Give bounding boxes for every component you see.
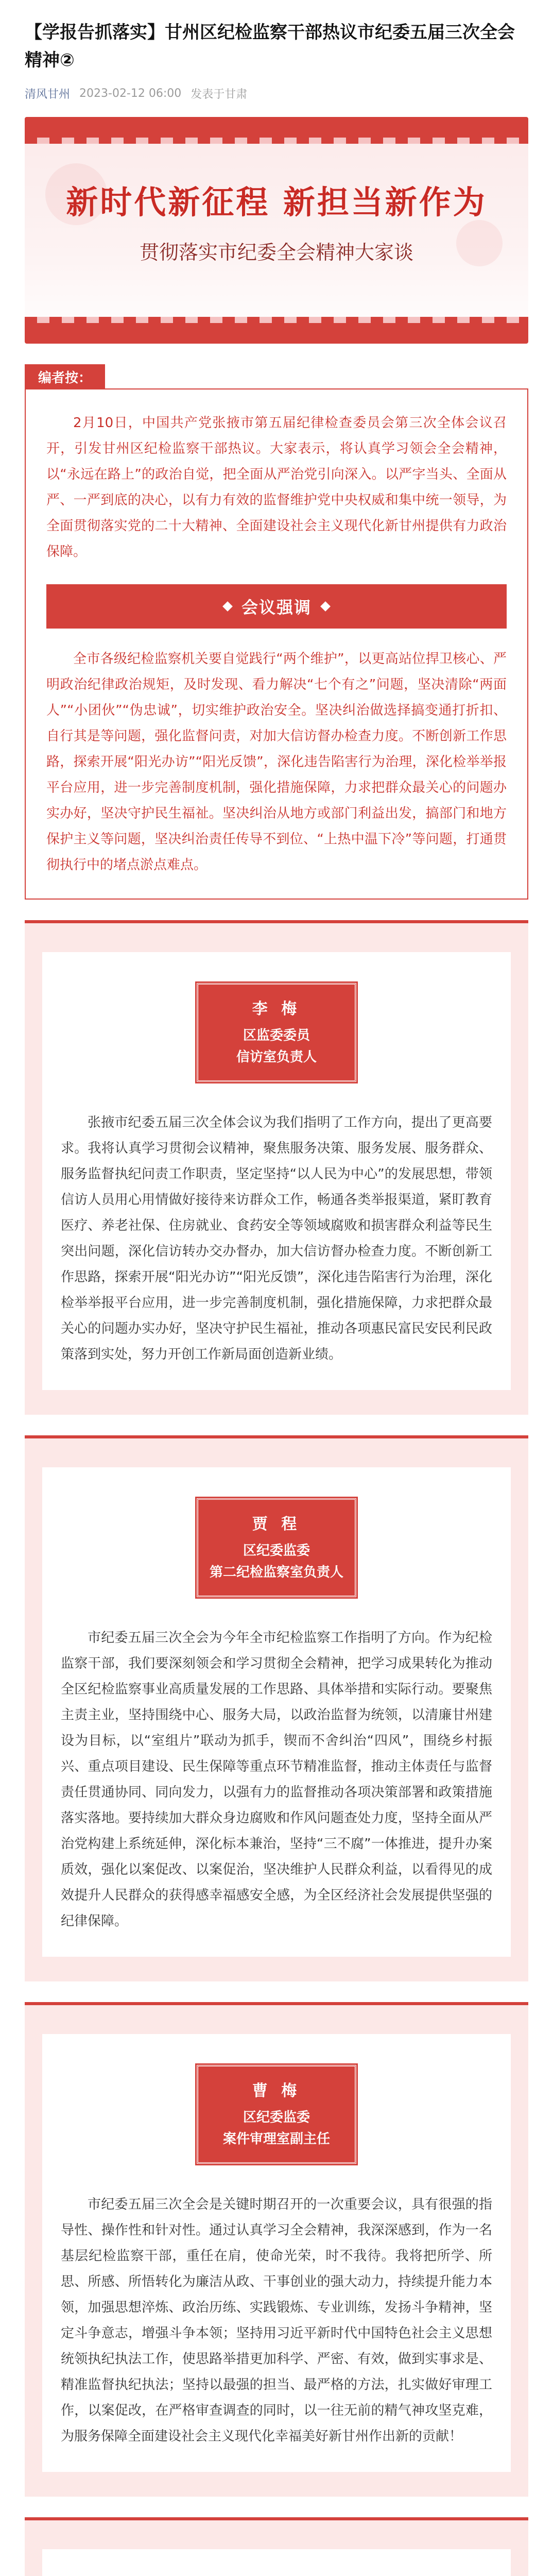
editor-note-text: 2月10日，中国共产党张掖市第五届纪律检查委员会第三次全体会议召开，引发甘州区纪检监察干部热议。大家表示，将认真学习领会全会精神，以“永远在路上”的政治自觉，把全面从严治党引向深入。以严字当头、全面从严、一严到底的决心，以有力有效的监督维护党中央权威和集中统一领导，为全面贯彻落实党的二十大精神、全面建设社会主义现代化新甘州提供有力政治保障。: [46, 415, 507, 560]
article-title: 【学报告抓落实】甘州区纪检监察干部热议市纪委五届三次全会精神②: [25, 22, 515, 71]
banner-subline: 贯彻落实市纪委全会精神大家谈: [139, 241, 413, 264]
speaker-card-inner: [42, 952, 511, 1390]
article-meta: [0, 74, 553, 117]
speaker-role: 区纪委监委: [243, 1543, 310, 1558]
speaker-role: 区纪委监委: [243, 2110, 310, 2125]
speaker-badge: [197, 1498, 356, 1597]
speaker-card: [25, 2002, 528, 2497]
speaker-card-inner: [42, 2549, 511, 2576]
speaker-statement: 市纪委五届三次全会是关键时期召开的一次重要会议，具有很强的指导性、操作性和针对性。通过认真学习全会精神，我深深感到，作为一名基层纪检监察干部，重任在肩，使命光荣，时不我待。我将把所学、所思、所感、所悟转化为廉洁从政、干事创业的强大动力，持续提升能力本领，加强思想淬炼、政治历练、实践锻炼、专业训练，发扬斗争精神，坚定斗争意志，增强斗争本领；坚持用习近平新时代中国特色社会主义思想统领执纪执法工作，使思路举措更加科学、严密、有效，做到实事求是、精准监督执纪执法；坚持以最强的担当、最严格的方法，扎实做好审理工作，以案促改，在严格审查调查的同时，以一往无前的精气神攻坚克难，为服务保障全面建设社会主义现代化幸福美好新甘州作出新的贡献！: [61, 2197, 492, 2444]
speaker-role: 区监委委员: [243, 1028, 310, 1043]
publish-date: 2023-02-12 06:00: [79, 87, 182, 100]
speaker-role: 信访室负责人: [236, 1049, 317, 1065]
meeting-heading-bar: [46, 584, 507, 629]
editor-note-box: [25, 388, 528, 900]
meeting-heading: 会议强调: [241, 598, 312, 617]
banner-bottom-band: [25, 323, 528, 344]
speaker-statement: 张掖市纪委五届三次全体会议为我们指明了工作方向，提出了更高要求。我将认真学习贯彻会议精神，聚焦服务决策、服务发展、服务群众、服务监督执纪问责工作职责，坚定坚持“以人民为中心”的发展思想，带领信访人员用心用情做好接待来访群众工作，畅通各类举报渠道，紧盯教育医疗、养老社保、住房就业、食药安全等领域腐败和损害群众利益等民生突出问题，深化信访转办交办督办，加大信访督办检查力度。不断创新工作思路，探索开展“阳光办访”“阳光反馈”，深化违告陷害行为治理，深化检举举报平台应用，进一步完善制度机制，强化措施保障，力求把群众最关心的问题办实办好，坚决守护民生福祉，推动各项惠民富民安民利民政策落到实处，努力开创工作新局面创造新业绩。: [61, 1115, 492, 1362]
speaker-badge: [197, 983, 356, 1082]
speaker-badge: [197, 2065, 356, 2164]
speaker-role: 案件审理室副主任: [222, 2131, 330, 2147]
editor-note-label: 编者按：: [25, 364, 105, 389]
meeting-text: 全市各级纪检监察机关要自觉践行“两个维护”，以更高站位捍卫核心、严明政治纪律政治规矩，及时发现、看力解决“七个有之”问题，坚决清除“两面人”“小团伙”“伪忠诚”，切实维护政治安全。坚决纠治做选择搞变通打折扣、自行其是等问题，强化监督问责，对加大信访督办检查力度。不断创新工作思路，探索开展“阳光办访”“阳光反馈”，深化违告陷害行为治理，深化检举举报平台应用，进一步完善制度机制，强化措施保障，力求把群众最关心的问题办实办好，坚决守护民生福祉。坚决纠治从地方或部门利益出发，搞部门和地方保护主义等问题，坚决纠治责任传导不到位、“上热中温下冷”等问题，打通贯彻执行中的堵点淤点难点。: [46, 651, 507, 873]
speaker-card: [25, 920, 528, 1415]
speaker-name: 李 梅: [252, 1000, 301, 1018]
speaker-card: [25, 1435, 528, 1981]
speaker-role: 第二纪检监察室负责人: [209, 1565, 343, 1580]
diamond-icon: [320, 601, 331, 612]
speaker-name: 曹 梅: [252, 2082, 301, 2100]
banner-bottom-stripe: [25, 317, 528, 323]
banner-headline: 新时代新征程 新担当新作为: [66, 183, 487, 221]
banner-image: [25, 117, 528, 344]
speaker-card-inner: [42, 2034, 511, 2472]
publish-location: 发表于甘肃: [191, 88, 248, 101]
speaker-statement: 市纪委五届三次全会为今年全市纪检监察工作指明了方向。作为纪检监察干部，我们要深刻领会和学习贯彻全会精神，把学习成果转化为推动全区纪检监察事业高质量发展的工作思路、具体举措和实际行动。要聚焦主责主业，坚持围绕中心、服务大局，以政治监督为统领，以清廉甘州建设为目标，以“室组片”联动为抓手，锲而不舍纠治“四风”，围绕乡村振兴、重点项目建设、民生保障等重点环节精准监督，推动主体责任与监督责任贯通协同、同向发力，以强有力的监督推动各项决策部署和政策措施落实落地。要持续加大群众身边腐败和作风问题查处力度，坚持全面从严治党构建上系统延伸，深化标本兼治，坚持“三不腐”一体推进，提升办案质效，强化以案促改、以案促治，坚决维护人民群众利益，以看得见的成效提升人民群众的获得感幸福感安全感，为全区经济社会发展提供坚强的纪律保障。: [61, 1630, 492, 1929]
speaker-card-inner: [42, 1467, 511, 1957]
speaker-card: [25, 2517, 528, 2576]
account-name-link[interactable]: 清风甘州: [25, 88, 71, 101]
banner-top-stripe: [25, 138, 528, 144]
editor-note: [25, 364, 528, 900]
banner-top-band: [25, 117, 528, 138]
diamond-icon: [222, 601, 233, 612]
speaker-name: 贾 程: [252, 1515, 301, 1533]
